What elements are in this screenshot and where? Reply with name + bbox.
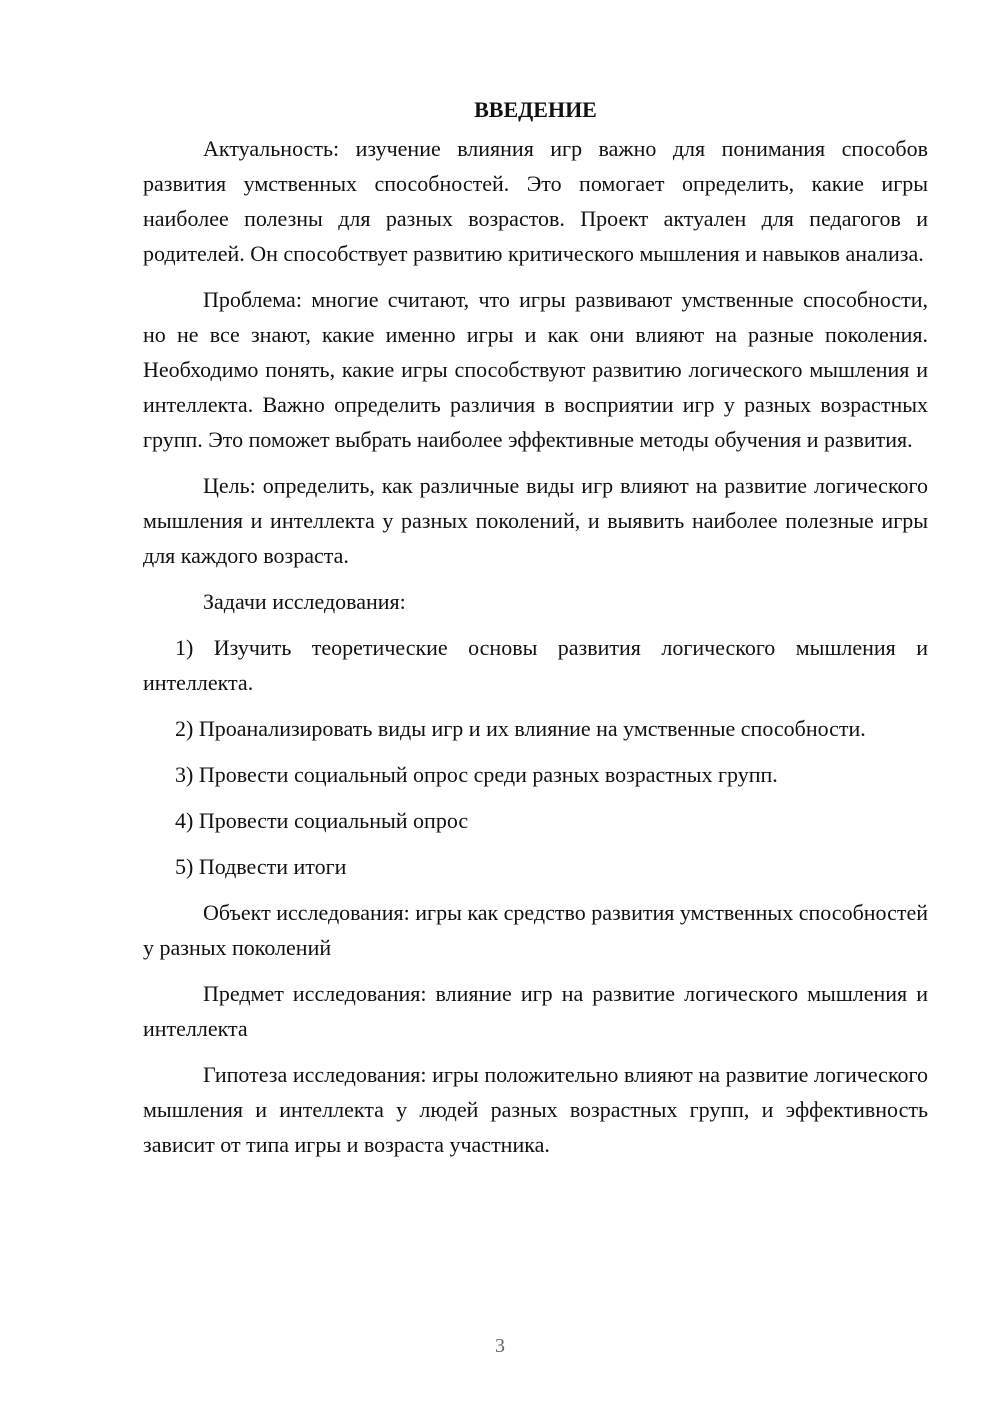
section-title: ВВЕДЕНИЕ [474,97,597,122]
object-paragraph: Объект исследования: игры как средство развития умственных способностей у разных поколений [143,900,928,960]
goal-paragraph: Цель: определить, как различные виды игр влияют на развитие логического мышления и интеллекта у разных поколений, и выявить наиболее полезные игры для каждого возраста. [143,473,928,568]
task-item: 4) Провести социальный опрос [175,808,469,833]
task-item: 1) Изучить теоретические основы развития логического мышления и интеллекта. [143,635,928,695]
task-item: 3) Провести социальный опрос среди разных возрастных групп. [175,762,778,787]
task-item: 5) Подвести итоги [175,854,347,879]
subject-paragraph: Предмет исследования: влияние игр на развитие логического мышления и интеллекта [143,981,928,1041]
problem-paragraph: Проблема: многие считают, что игры развивают умственные способности, но не все знают, какие именно игры и как они влияют на разные поколения. Необходимо понять, какие игры способствуют развитию логического мышления и интеллекта. Важно определить различия в восприятии игр у разных возрастных групп. Это поможет выбрать наиболее эффективные методы обучения и развития. [143,287,928,452]
task-item: 2) Проанализировать виды игр и их влияние на умственные способности. [175,716,866,741]
hypothesis-paragraph: Гипотеза исследования: игры положительно влияют на развитие логического мышления и интеллекта у людей разных возрастных групп, и эффективность зависит от типа игры и возраста участника. [143,1062,928,1157]
relevance-paragraph: Актуальность: изучение влияния игр важно для понимания способов развития умственных способностей. Это помогает определить, какие игры наиболее полезны для разных возрастов. Проект актуален для педагогов и родителей. Он способствует развитию критического мышления и навыков анализа. [143,136,928,266]
page-body [143,92,928,1162]
page-number: 3 [495,1335,505,1357]
tasks-heading: Задачи исследования: [203,589,406,614]
